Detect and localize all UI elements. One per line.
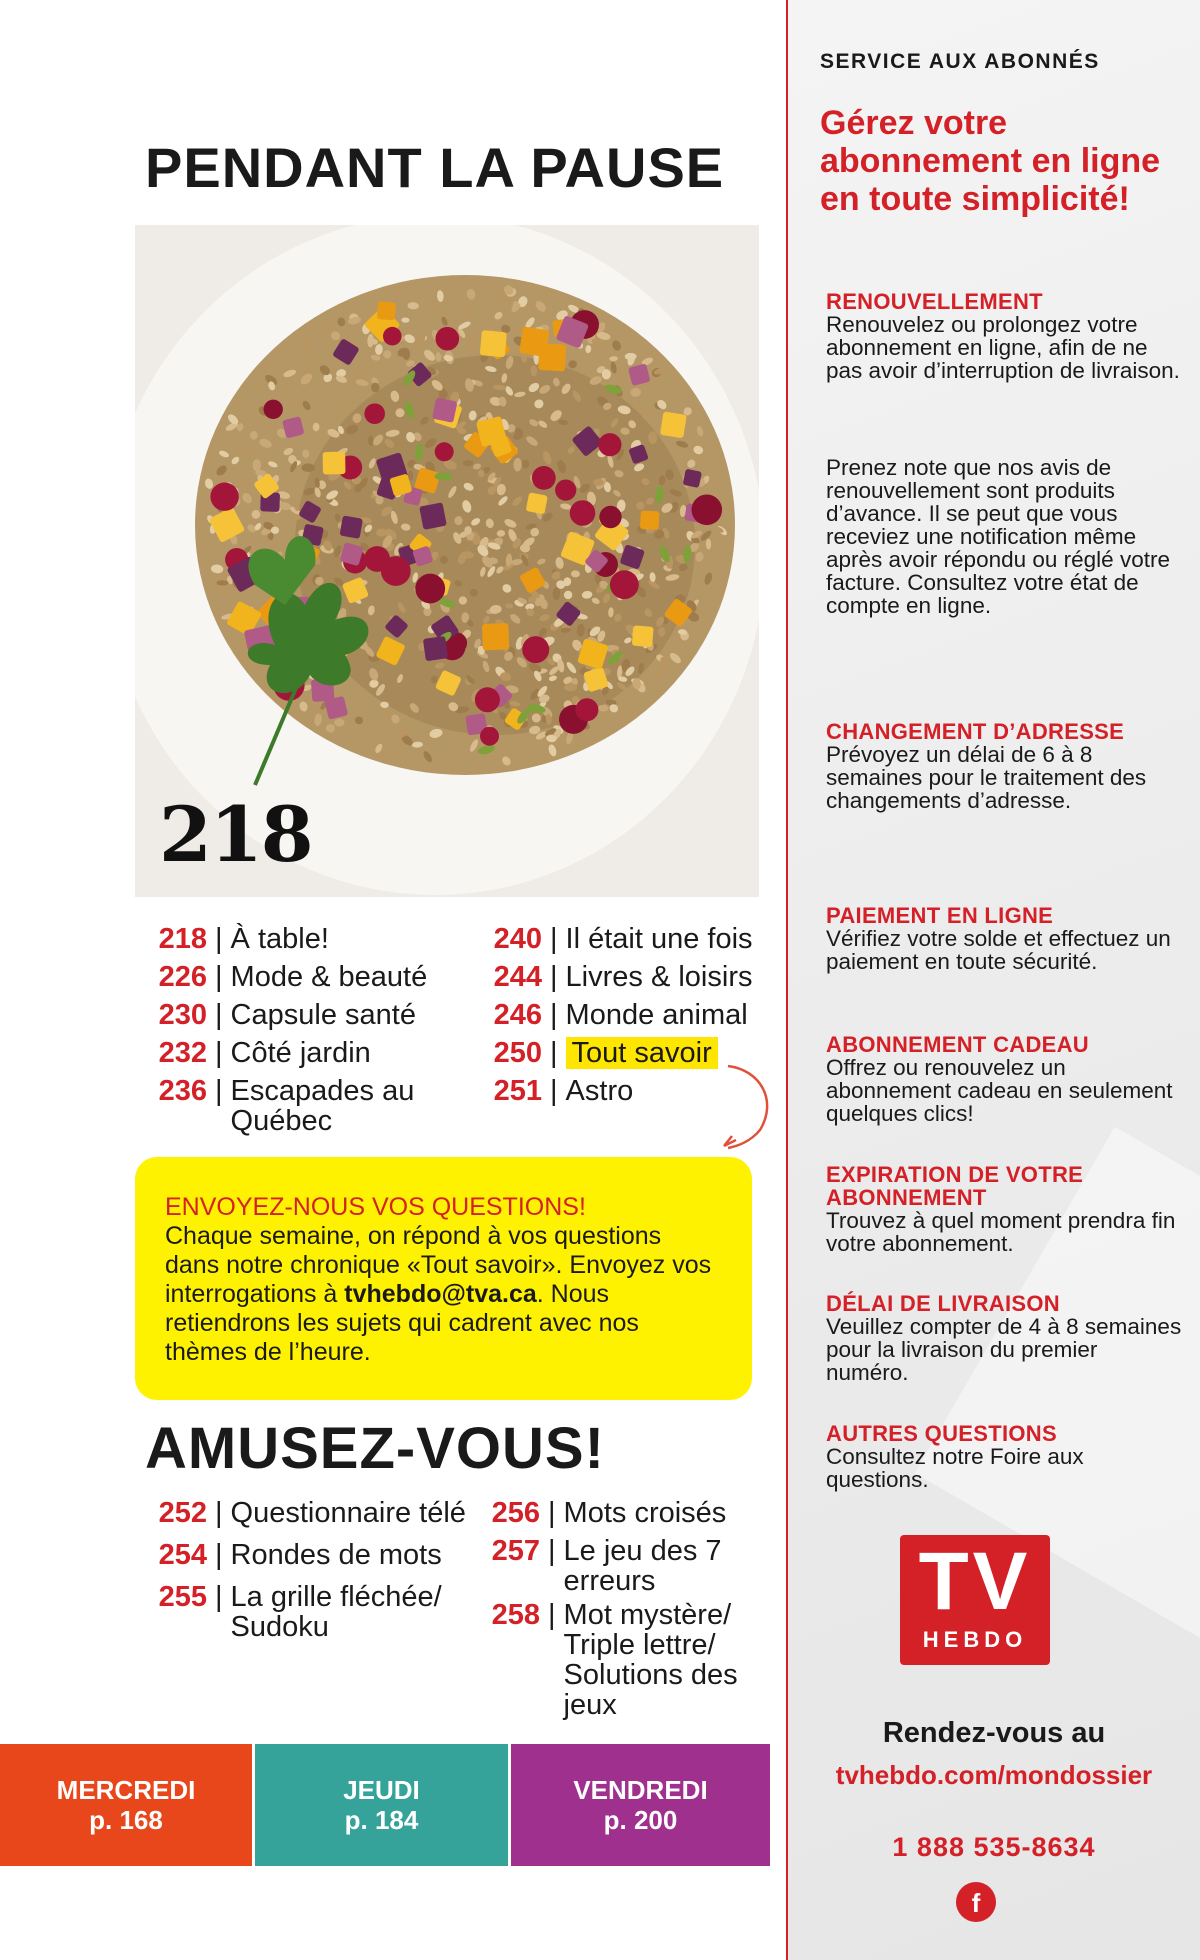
service-section-heading: DÉLAI DE LIVRAISON bbox=[826, 1291, 1060, 1316]
toc-page-number: 254 bbox=[158, 1539, 207, 1571]
toc-page-number: 236 bbox=[158, 1075, 207, 1107]
toc-separator: | bbox=[215, 1497, 223, 1529]
curved-arrow-icon bbox=[720, 1060, 780, 1150]
toc-entry[interactable] bbox=[145, 1494, 475, 1532]
service-section-body: Veuillez compter de 4 à 8 semaines pour la livraison du premier numéro. bbox=[826, 1314, 1182, 1385]
contact-email[interactable]: tvhebdo@tva.ca bbox=[344, 1280, 537, 1308]
toc-column-3 bbox=[145, 1494, 475, 1642]
toc-page-number: 232 bbox=[158, 1037, 207, 1069]
highlighted-toc-label: Tout savoir bbox=[566, 1037, 718, 1069]
toc-label: À table! bbox=[230, 923, 329, 955]
service-section-body: Vérifiez votre solde et effectuez un paiement en toute sécurité. bbox=[826, 926, 1171, 974]
day-page: p. 200 bbox=[603, 1805, 678, 1835]
phone-number[interactable]: 1 888 535-8634 bbox=[892, 1832, 1096, 1862]
service-section-heading: ABONNEMENT CADEAU bbox=[826, 1032, 1089, 1057]
toc-page-number: 246 bbox=[493, 999, 542, 1031]
service-section-heading: EXPIRATION DE VOTRE ABONNEMENT bbox=[826, 1162, 1084, 1210]
toc-page-number: 257 bbox=[491, 1535, 540, 1567]
toc-separator: | bbox=[215, 1581, 223, 1613]
section-title-pendant-la-pause: PENDANT LA PAUSE bbox=[145, 136, 725, 199]
toc-page-number: 256 bbox=[491, 1497, 540, 1529]
day-name: VENDREDI bbox=[573, 1775, 708, 1805]
toc-label: Rondes de mots bbox=[230, 1539, 442, 1571]
questions-callout-title: ENVOYEZ-NOUS VOS QUESTIONS! bbox=[165, 1193, 586, 1221]
toc-separator: | bbox=[215, 1539, 223, 1571]
questions-body-end: . Nous retiendrons les sujets qui cadrent avec nos thèmes de l’heure. bbox=[165, 1280, 639, 1366]
toc-separator: | bbox=[550, 1075, 558, 1107]
toc-page-number: 251 bbox=[493, 1075, 542, 1107]
logo-hebdo-text: HEBDO bbox=[922, 1627, 1028, 1652]
toc-entry[interactable] bbox=[145, 1072, 475, 1136]
toc-label: Monde animal bbox=[565, 999, 748, 1031]
toc-page-number: 258 bbox=[491, 1599, 540, 1631]
service-section-body: Consultez notre Foire aux questions. bbox=[826, 1444, 1084, 1492]
toc-page-number: 240 bbox=[493, 923, 542, 955]
account-url-link[interactable]: tvhebdo.com/mondossier bbox=[835, 1760, 1153, 1790]
toc-entry[interactable] bbox=[478, 1494, 778, 1532]
toc-separator: | bbox=[215, 961, 223, 993]
toc-entry[interactable] bbox=[478, 1532, 778, 1596]
service-section bbox=[826, 1292, 1186, 1384]
toc-label: La grille fléchée/ Sudoku bbox=[230, 1581, 442, 1643]
toc-label: Le jeu des 7 erreurs bbox=[563, 1535, 722, 1597]
toc-label: Astro bbox=[565, 1075, 634, 1107]
day-page: p. 168 bbox=[89, 1805, 163, 1835]
service-section bbox=[826, 290, 1186, 382]
toc-label: Mot mystère/ Triple lettre/ Solutions des jeux bbox=[563, 1599, 738, 1721]
logo-tv-text: TV bbox=[918, 1536, 1032, 1627]
sidebar-header: SERVICE AUX ABONNÉS bbox=[820, 50, 1100, 73]
day-tab-jeudi[interactable] bbox=[252, 1744, 508, 1866]
toc-separator: | bbox=[550, 961, 558, 993]
questions-callout bbox=[135, 1157, 752, 1400]
service-section-body: Trouvez à quel moment prendra fin votre abonnement. bbox=[826, 1208, 1176, 1256]
toc-separator: | bbox=[215, 999, 223, 1031]
toc-page-number: 230 bbox=[158, 999, 207, 1031]
service-section bbox=[826, 904, 1186, 973]
toc-label: Escapades au Québec bbox=[230, 1075, 415, 1137]
questions-callout-body bbox=[165, 1222, 711, 1366]
toc-separator: | bbox=[215, 1075, 223, 1107]
day-page: p. 184 bbox=[344, 1805, 419, 1835]
day-name: JEUDI bbox=[343, 1775, 420, 1805]
toc-column-1 bbox=[145, 920, 475, 1136]
toc-separator: | bbox=[215, 1037, 223, 1069]
toc-separator: | bbox=[550, 923, 558, 955]
toc-entry[interactable] bbox=[145, 996, 475, 1034]
toc-entry[interactable] bbox=[478, 996, 778, 1034]
toc-entry[interactable] bbox=[145, 1034, 475, 1072]
toc-separator: | bbox=[550, 999, 558, 1031]
rendez-vous-text: Rendez-vous au bbox=[882, 1717, 1106, 1749]
section-title-amusez-vous: AMUSEZ-VOUS! bbox=[145, 1416, 605, 1481]
toc-entry[interactable] bbox=[145, 958, 475, 996]
toc-page-number: 252 bbox=[158, 1497, 207, 1529]
toc-page-number: 255 bbox=[158, 1581, 207, 1613]
service-section bbox=[826, 1163, 1186, 1255]
day-name: MERCREDI bbox=[56, 1775, 196, 1805]
day-tab-mercredi[interactable] bbox=[0, 1744, 252, 1866]
service-section-body: Prenez note que nos avis de renouvellement sont produits d’avance. Il se peut que vous receviez une notification même après avoir répondu ou réglé votre facture. Consultez votre état de compte en ligne. bbox=[826, 455, 1170, 618]
service-section-heading: PAIEMENT EN LIGNE bbox=[826, 903, 1054, 928]
toc-page-number: 250 bbox=[493, 1037, 542, 1069]
tv-hebdo-logo bbox=[900, 1535, 1050, 1665]
toc-label: Côté jardin bbox=[230, 1037, 371, 1069]
toc-separator: | bbox=[548, 1497, 556, 1529]
service-section-heading: CHANGEMENT D’ADRESSE bbox=[826, 719, 1125, 744]
service-section bbox=[826, 1422, 1186, 1491]
toc-entry[interactable] bbox=[145, 920, 475, 958]
facebook-icon[interactable]: f bbox=[956, 1882, 996, 1922]
weekday-navigation bbox=[0, 1744, 770, 1866]
toc-label: Capsule santé bbox=[230, 999, 416, 1031]
toc-page-number: 244 bbox=[493, 961, 542, 993]
toc-label: Questionnaire télé bbox=[230, 1497, 466, 1529]
service-section-body: Prévoyez un délai de 6 à 8 semaines pour le traitement des changements d’adresse. bbox=[826, 742, 1147, 813]
toc-entry[interactable] bbox=[478, 958, 778, 996]
service-section bbox=[826, 720, 1186, 812]
service-section-body: Renouvelez ou prolongez votre abonnement en ligne, afin de ne pas avoir d’interruption de livraison. bbox=[826, 312, 1180, 383]
questions-body-text: Chaque semaine, on répond à vos questions dans notre chronique «Tout savoir». Envoyez vos interrogations à bbox=[165, 1222, 712, 1308]
toc-label: Mode & beauté bbox=[230, 961, 428, 993]
toc-label: Livres & loisirs bbox=[565, 961, 753, 993]
toc-separator: | bbox=[215, 923, 223, 955]
service-section bbox=[826, 456, 1186, 617]
sidebar-headline: Gérez votre abonnement en ligne en toute simplicité! bbox=[820, 104, 1161, 218]
toc-entry[interactable] bbox=[478, 920, 778, 958]
toc-entry[interactable] bbox=[478, 1596, 778, 1720]
service-section-body: Offrez ou renouvelez un abonnement cadeau en seulement quelques clics! bbox=[826, 1055, 1173, 1126]
toc-entry[interactable] bbox=[145, 1578, 475, 1642]
subscriber-service-sidebar bbox=[788, 0, 1200, 1960]
grain-salad-photo bbox=[135, 225, 759, 897]
toc-separator: | bbox=[550, 1037, 558, 1069]
service-section-heading: RENOUVELLEMENT bbox=[826, 289, 1043, 314]
photo-page-number: 218 bbox=[159, 790, 312, 879]
toc-separator: | bbox=[548, 1599, 556, 1631]
service-section-heading: AUTRES QUESTIONS bbox=[826, 1421, 1057, 1446]
toc-page-number: 218 bbox=[158, 923, 207, 955]
toc-separator: | bbox=[548, 1535, 556, 1567]
toc-entry[interactable] bbox=[145, 1536, 475, 1574]
toc-label: Il était une fois bbox=[565, 923, 753, 955]
toc-label: Mots croisés bbox=[563, 1497, 727, 1529]
toc-column-4 bbox=[478, 1494, 778, 1720]
day-tab-vendredi[interactable] bbox=[508, 1744, 770, 1866]
toc-page-number: 226 bbox=[158, 961, 207, 993]
service-section bbox=[826, 1033, 1186, 1125]
